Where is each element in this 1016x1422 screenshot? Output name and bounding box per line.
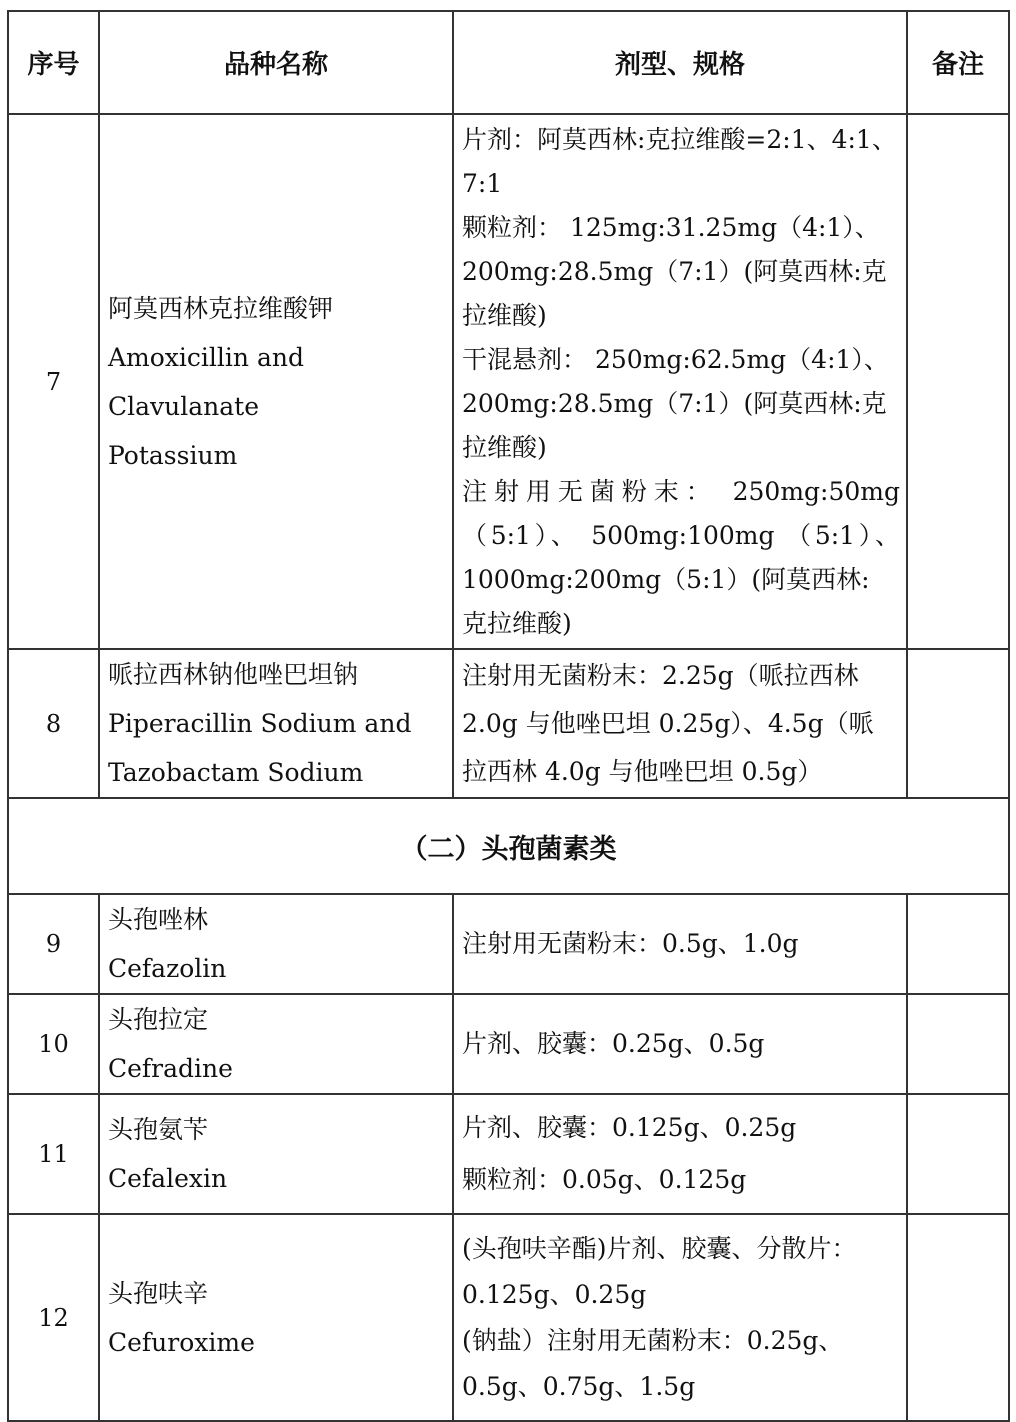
drug-spec bbox=[453, 114, 907, 649]
drug-name bbox=[99, 649, 453, 798]
drug-name-en: Cefazolin bbox=[108, 954, 227, 983]
header-remark: 备注 bbox=[907, 11, 1009, 114]
drug-name-cn: 头孢氨苄 bbox=[108, 1115, 209, 1144]
drug-name-en: Cefuroxime bbox=[108, 1327, 255, 1357]
section-row bbox=[8, 798, 1009, 894]
drug-name-en: Cefradine bbox=[108, 1054, 233, 1083]
row-seq: 11 bbox=[8, 1094, 99, 1214]
spec-line: 片剂：阿莫西林:克拉维酸=2:1、4:1、 bbox=[462, 124, 897, 154]
spec-line: 片剂、胶囊：0.25g、0.5g bbox=[462, 1029, 765, 1058]
table-row bbox=[8, 114, 1009, 649]
drug-spec bbox=[453, 1214, 907, 1421]
row-seq: 10 bbox=[8, 994, 99, 1094]
header-name: 品种名称 bbox=[99, 11, 453, 114]
table-row bbox=[8, 994, 1009, 1094]
spec-line: 颗粒剂：0.05g、0.125g bbox=[462, 1165, 747, 1194]
table-row bbox=[8, 1094, 1009, 1214]
drug-table bbox=[7, 10, 1010, 1422]
spec-line: (钠盐）注射用无菌粉末：0.25g、 bbox=[462, 1325, 844, 1355]
remark-cell bbox=[907, 894, 1009, 994]
header-spec: 剂型、规格 bbox=[453, 11, 907, 114]
table-row bbox=[8, 649, 1009, 798]
drug-name bbox=[99, 1094, 453, 1214]
spec-line: 片剂、胶囊：0.125g、0.25g bbox=[462, 1113, 797, 1142]
drug-name bbox=[99, 994, 453, 1094]
spec-line: 拉西林 4.0g 与他唑巴坦 0.5g） bbox=[462, 756, 823, 786]
spec-line: 克拉维酸) bbox=[462, 608, 572, 638]
table-row bbox=[8, 894, 1009, 994]
remark-cell bbox=[907, 1214, 1009, 1421]
spec-line: 注射用无菌粉末：0.5g、1.0g bbox=[462, 929, 799, 958]
drug-name bbox=[99, 1214, 453, 1421]
row-seq: 7 bbox=[8, 114, 99, 649]
drug-name bbox=[99, 894, 453, 994]
drug-name-en: Tazobactam Sodium bbox=[108, 758, 364, 787]
spec-line: 干混悬剂： 250mg:62.5mg（4:1）、 bbox=[462, 344, 889, 374]
drug-name bbox=[99, 114, 453, 649]
drug-name-cn: 头孢唑林 bbox=[108, 905, 209, 934]
spec-line: （5:1）、 500mg:100mg （5:1）、 bbox=[462, 520, 900, 550]
table-header-row bbox=[8, 11, 1009, 114]
row-seq: 12 bbox=[8, 1214, 99, 1421]
spec-line: 200mg:28.5mg（7:1）(阿莫西林:克 bbox=[462, 256, 887, 286]
table-row bbox=[8, 1214, 1009, 1421]
remark-cell bbox=[907, 1094, 1009, 1214]
spec-line: 7:1 bbox=[462, 168, 503, 198]
header-seq: 序号 bbox=[8, 11, 99, 114]
remark-cell bbox=[907, 114, 1009, 649]
drug-name-en: Piperacillin Sodium and bbox=[108, 709, 412, 738]
drug-spec bbox=[453, 649, 907, 798]
drug-spec bbox=[453, 1094, 907, 1214]
drug-spec bbox=[453, 894, 907, 994]
drug-name-cn: 哌拉西林钠他唑巴坦钠 bbox=[108, 660, 359, 689]
spec-line: (头孢呋辛酯)片剂、胶囊、分散片： bbox=[462, 1233, 857, 1263]
spec-line: 200mg:28.5mg（7:1）(阿莫西林:克 bbox=[462, 388, 887, 418]
spec-line: 颗粒剂： 125mg:31.25mg（4:1）、 bbox=[462, 212, 880, 242]
spec-line: 0.5g、0.75g、1.5g bbox=[462, 1371, 696, 1401]
spec-line: 2.0g 与他唑巴坦 0.25g）、4.5g（哌 bbox=[462, 708, 874, 738]
spec-line: 拉维酸) bbox=[462, 300, 547, 330]
spec-line: 注射用无菌粉末：2.25g（哌拉西林 bbox=[462, 660, 859, 690]
remark-cell bbox=[907, 649, 1009, 798]
spec-line: 拉维酸) bbox=[462, 432, 547, 462]
drug-name-cn: 阿莫西林克拉维酸钾 bbox=[108, 293, 334, 323]
section-title: （二）头孢菌素类 bbox=[8, 798, 1009, 894]
remark-cell bbox=[907, 994, 1009, 1094]
drug-spec bbox=[453, 994, 907, 1094]
row-seq: 9 bbox=[8, 894, 99, 994]
drug-name-en: Amoxicillin and Clavulanate bbox=[108, 342, 304, 421]
spec-line: 1000mg:200mg（5:1）(阿莫西林: bbox=[462, 564, 870, 594]
spec-line: 注射用无菌粉末： 250mg:50mg bbox=[462, 476, 900, 506]
row-seq: 8 bbox=[8, 649, 99, 798]
drug-name-cn: 头孢呋辛 bbox=[108, 1278, 209, 1308]
drug-name-en: Cefalexin bbox=[108, 1164, 228, 1193]
drug-name-cn: 头孢拉定 bbox=[108, 1005, 209, 1034]
spec-line: 0.125g、0.25g bbox=[462, 1279, 647, 1309]
drug-name-en: Potassium bbox=[108, 440, 238, 470]
